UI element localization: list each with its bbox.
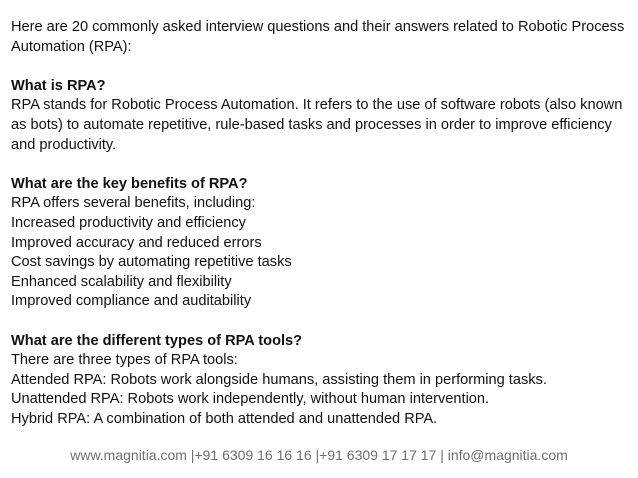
question-heading: What are the key benefits of RPA?: [11, 175, 248, 192]
list-item: Improved compliance and auditability: [11, 293, 252, 310]
list-item: Improved accuracy and reduced errors: [11, 234, 262, 251]
list-item: Hybrid RPA: A combination of both attended and unattended RPA.: [11, 410, 438, 427]
spacer: [11, 312, 627, 332]
slide-content: [11, 18, 627, 429]
question-heading: What are the different types of RPA tools?: [11, 332, 303, 349]
list-item: Increased productivity and efficiency: [11, 214, 246, 231]
answer-text: RPA stands for Robotic Process Automation. It refers to the use of software robots (also known as bots) to automate repetitive, rule-based tasks and processes in order to improve efficiency and productivity.: [11, 97, 623, 153]
spacer: [11, 57, 627, 77]
question-heading: What is RPA?: [11, 77, 106, 94]
footer-contact: www.magnitia.com |+91 6309 16 16 16 |+91 6309 17 17 17 | info@magnitia.com: [70, 447, 568, 463]
answer-text: RPA offers several benefits, including:: [11, 195, 256, 212]
list-item: Cost savings by automating repetitive tasks: [11, 254, 292, 271]
intro-text: Here are 20 commonly asked interview questions and their answers related to Robotic Process Automation (RPA):: [11, 19, 625, 55]
list-item: Unattended RPA: Robots work independently, without human intervention.: [11, 391, 490, 408]
spacer: [11, 155, 627, 175]
list-item: Attended RPA: Robots work alongside humans, assisting them in performing tasks.: [11, 371, 547, 388]
list-item: Enhanced scalability and flexibility: [11, 273, 232, 290]
answer-text: There are three types of RPA tools:: [11, 352, 238, 369]
